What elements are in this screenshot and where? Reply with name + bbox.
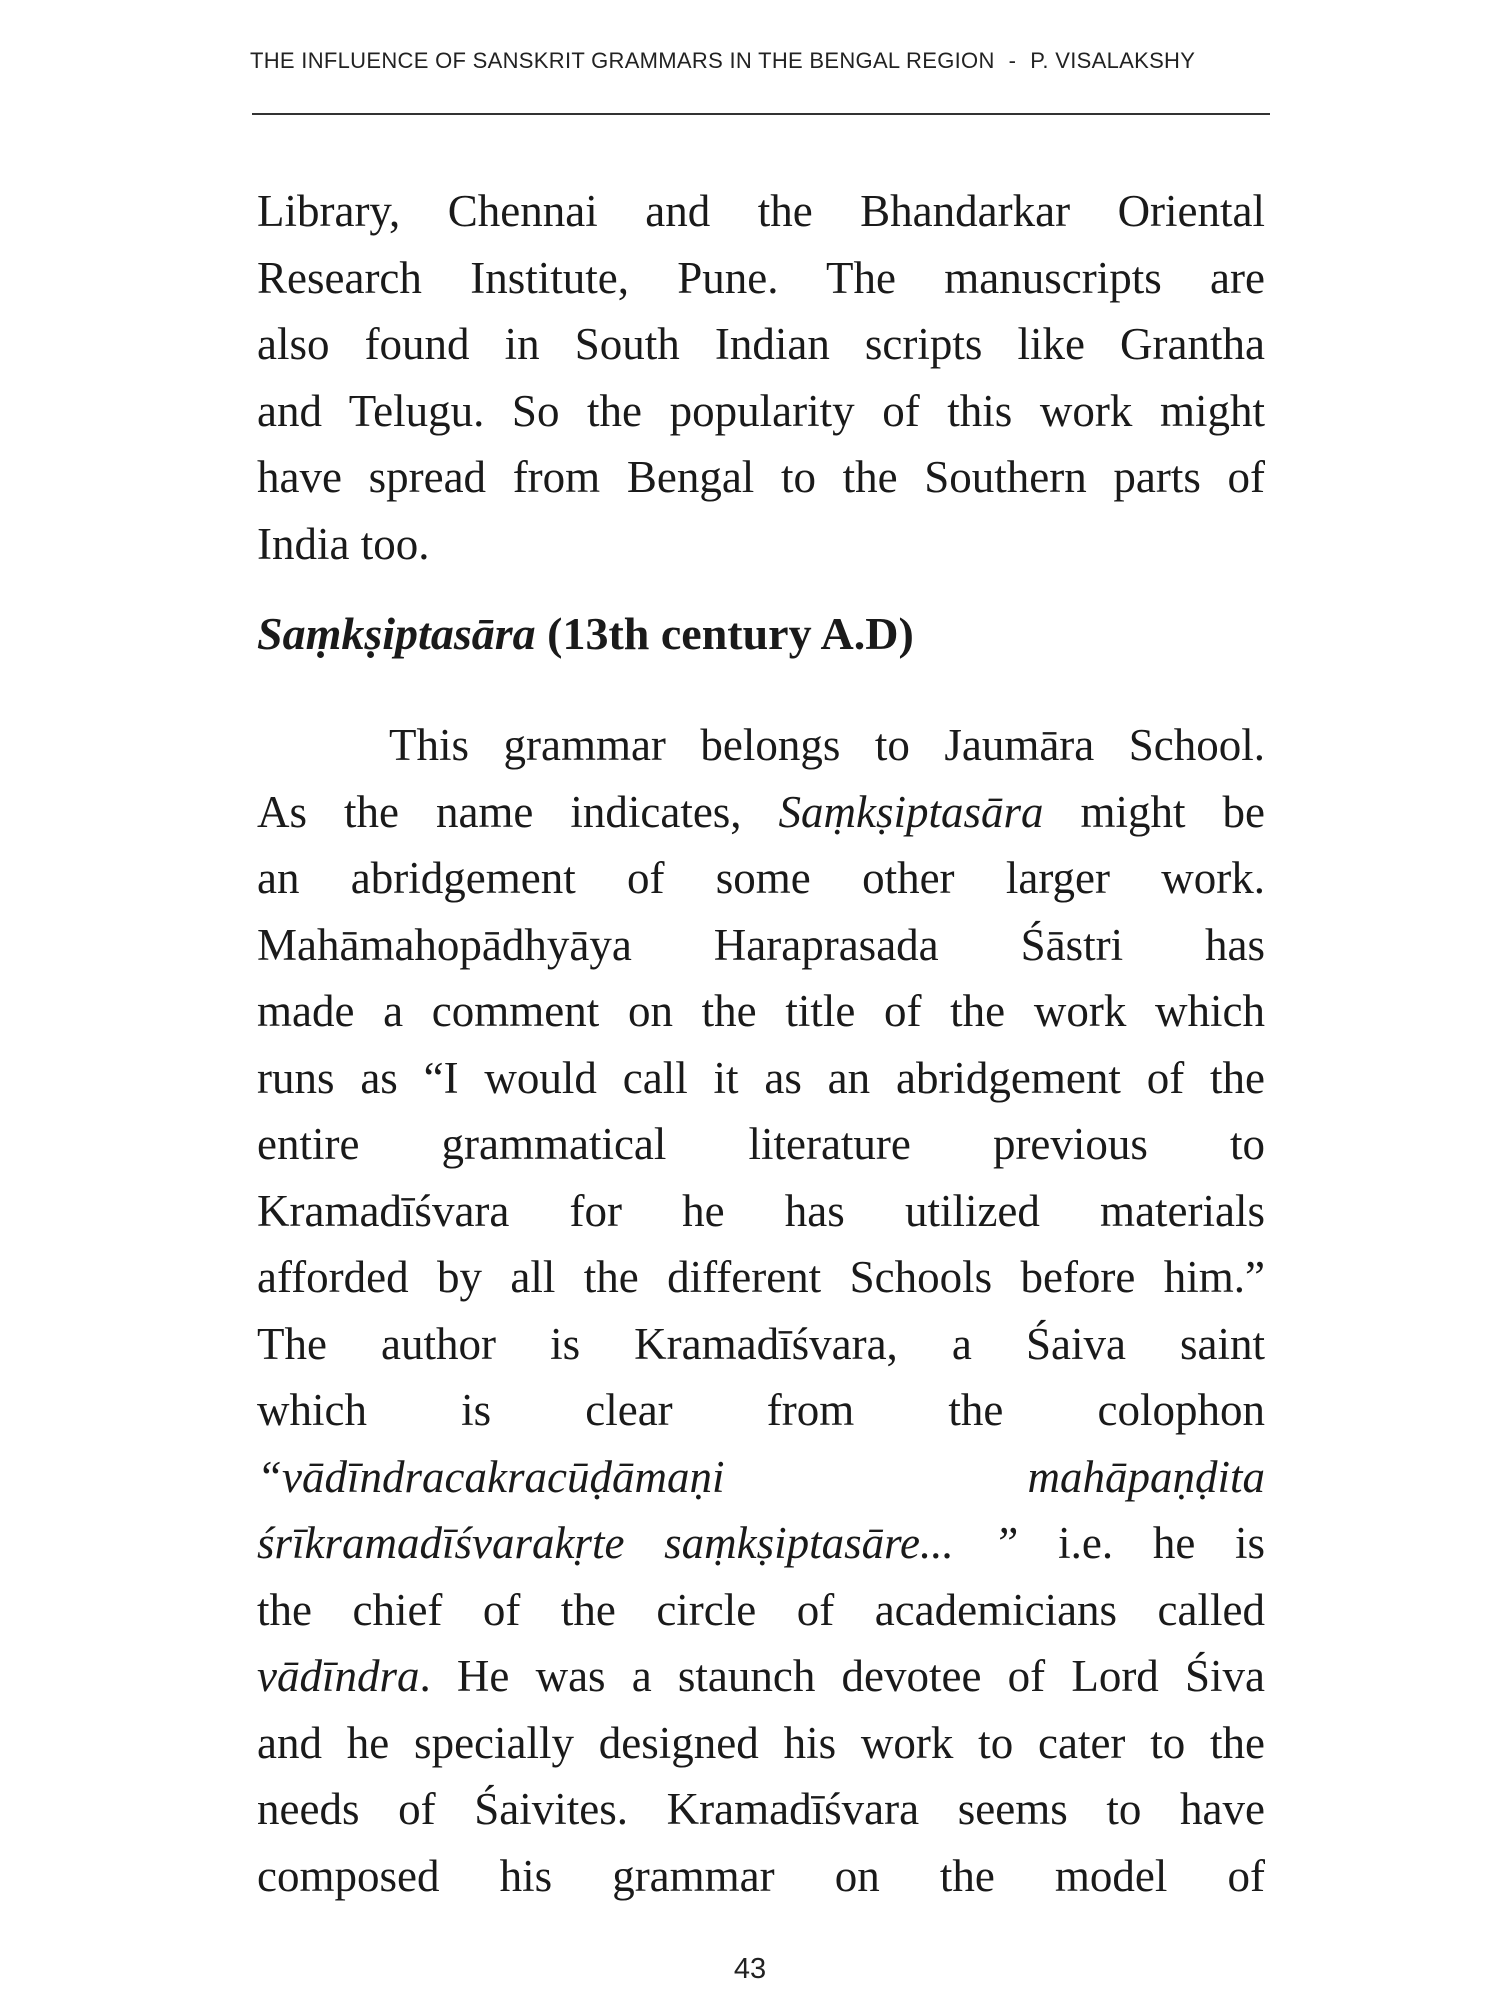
header-rule <box>252 113 1270 115</box>
section-heading <box>257 607 914 660</box>
text-line: and he specially designed his work to cater to the <box>257 1717 1265 1768</box>
text-line: also found in South Indian scripts like Grantha <box>257 319 1265 369</box>
text-line: This grammar belongs to Jaumāra School. <box>389 720 1265 770</box>
text-line: Research Institute, Pune. The manuscripts are <box>257 252 1265 303</box>
text-line: which is clear from the colophon <box>257 1385 1265 1435</box>
text-line <box>257 779 1265 846</box>
paragraph-continued <box>257 178 1265 577</box>
text-line: an abridgement of some other larger work. <box>257 853 1265 903</box>
text-segment: i.e. he is <box>1018 1518 1266 1568</box>
text-segment: might be <box>1043 786 1266 837</box>
running-header <box>250 48 1270 74</box>
text-segment: . He was a staunch devotee of Lord Śiva <box>419 1651 1265 1701</box>
header-author: P. VISALAKSHY <box>1030 48 1196 73</box>
text-line: Mahāmahopādhyāya Haraprasada Śāstri has <box>257 919 1265 970</box>
text-line: runs as “I would call it as an abridgement of the <box>257 1052 1265 1103</box>
text-line: India too. <box>257 518 430 569</box>
text-line: have spread from Bengal to the Southern parts of <box>257 452 1265 502</box>
paragraph-samksiptasara <box>257 712 1265 1909</box>
text-segment: As the name indicates, <box>257 786 779 837</box>
text-line: entire grammatical literature previous to <box>257 1119 1265 1169</box>
text-line: Kramadīśvara for he has utilized materials <box>257 1185 1265 1236</box>
colophon-line: “vādīndracakracūḍāmaṇi mahāpaṇḍita <box>257 1451 1265 1502</box>
text-line: The author is Kramadīśvara, a Śaiva saint <box>257 1318 1265 1369</box>
work-title-italic: Saṃkṣiptasāra <box>778 786 1044 837</box>
text-line: Library, Chennai and the Bhandarkar Oriental <box>257 186 1265 236</box>
text-line <box>257 1510 1265 1577</box>
page-number: 43 <box>733 1953 767 1985</box>
text-line: made a comment on the title of the work which <box>257 986 1265 1036</box>
term-italic: vādīndra <box>257 1651 420 1701</box>
header-title: THE INFLUENCE OF SANSKRIT GRAMMARS IN THE BENGAL REGION <box>250 48 995 73</box>
header-separator: - <box>1008 48 1017 73</box>
section-title-date: (13th century A.D) <box>535 608 914 659</box>
text-line: the chief of the circle of academicians called <box>257 1584 1265 1635</box>
text-line <box>257 1643 1265 1710</box>
text-line: composed his grammar on the model of <box>257 1850 1265 1901</box>
colophon-line: śrīkramadīśvarakṛte saṃkṣiptasāre... ” <box>257 1518 1019 1568</box>
text-line: and Telugu. So the popularity of this work might <box>257 385 1265 436</box>
section-title-italic: Saṃkṣiptasāra <box>257 608 536 659</box>
text-line: afforded by all the different Schools before him.” <box>257 1252 1265 1302</box>
text-line: needs of Śaivites. Kramadīśvara seems to have <box>257 1784 1265 1834</box>
